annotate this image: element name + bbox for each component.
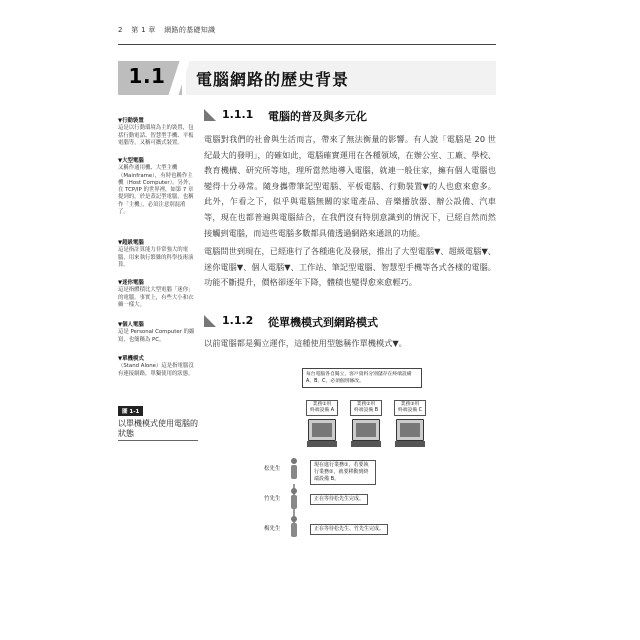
terminal-label: 業務①用 終端設備 A (306, 400, 338, 416)
terminal-b (350, 400, 382, 447)
figure-caption (118, 398, 198, 441)
side-note-pc (118, 322, 196, 344)
subsection-title: 電腦的普及與多元化 (268, 110, 367, 123)
computer-base-icon (395, 441, 425, 447)
side-note-text: 這是 Personal Computer 的縮寫，也簡稱為 PC。 (118, 329, 195, 343)
side-note-minicomputer (118, 280, 196, 309)
subsection-heading-1 (204, 108, 496, 124)
subsection-title: 從單機模式到網路模式 (268, 316, 378, 329)
person-icon (290, 458, 298, 479)
side-note-label: ▼大型電腦 (118, 158, 144, 164)
side-note-label: ▼行動裝置 (118, 118, 144, 124)
subsection-number: 1.1.2 (222, 314, 254, 327)
side-note-mobile (118, 118, 196, 147)
side-note-text: 這是以行動環境為主的裝置，包括行動電話、智慧型手機、平板電腦等，又稱可攜式裝置。 (118, 125, 194, 146)
chapter-label: 第 1 章 (131, 26, 156, 34)
body-paragraph-1: 電腦對我們的社會與生活而言，帶來了無法衡量的影響。有人說「電腦是 20 世紀最大的發明」，的確如此，電腦確實運用在各種領域，在辦公室、工廠、學校、教育機構、研究所等地，理所當然地導入電腦，就連一般住家，擁有個人電腦也變得十分尋常。隨身攜帶筆記型電腦、平板電腦、行動裝置▼的人也愈來愈多。此外，乍看之下，似乎與電腦無關的家電產品、音樂播放器、辦公設備、汽車等，現在也都普遍與電腦結合，在我們沒有特別意識到的情況下，已經自然而然接觸到電腦，而這些電腦多數都具備透過網路來通訊的功能。 (204, 134, 496, 238)
caption-rule (118, 440, 198, 441)
monitor-icon (396, 419, 424, 441)
figure-note: 每台電腦各自獨立，客戶資料分別儲存在終端設備 A、B、C，必須個別修改。 (302, 368, 422, 388)
side-note-label: ▼迷你電腦 (118, 280, 144, 286)
terminal-c (394, 400, 426, 447)
section-number: 1.1 (128, 64, 166, 88)
subsection-heading-2 (204, 314, 496, 330)
person-message: 現在進行業務①，若要執行業務②，就要移動到終端設備 B。 (310, 460, 376, 485)
body-paragraph-3: 以前電腦都是獨立運作，這種使用型態稱作單機模式▼。 (204, 338, 407, 348)
standalone-diagram (262, 360, 462, 540)
subsection-number: 1.1.1 (222, 108, 254, 121)
computer-base-icon (351, 441, 381, 447)
side-note-supercomputer (118, 240, 196, 269)
heading-marker-icon (204, 315, 216, 327)
person-name: 梅先生 (264, 526, 281, 532)
terminal-a (306, 400, 338, 447)
side-note-label: ▼個人電腦 (118, 322, 144, 328)
person-message: 正在等待松先生、竹先生完成。 (310, 524, 388, 535)
side-note-label: ▼單機模式 (118, 356, 144, 362)
heading-marker-icon (204, 109, 216, 121)
side-note-standalone (118, 356, 196, 378)
figure-number-badge: 圖 1-1 (118, 406, 143, 416)
figure-caption-text: 以單機模式使用電腦的狀態 (118, 419, 198, 438)
person-icon (290, 488, 298, 509)
person-name: 松先生 (264, 466, 281, 472)
terminal-label: 業務②用 終端設備 B (350, 400, 382, 416)
monitor-icon (352, 419, 380, 441)
section-title: 電腦網路的歷史背景 (196, 70, 350, 89)
side-note-text: 這是指計算能力非常強大的電腦，用來執行繁雜的科學技術演算。 (118, 247, 194, 268)
side-note-text: 又稱作通用機、大型主機（Mainframe），有時也稱作主機（Host Computer）。另外，在 TCP/IP 的世界裡，如第 7 章提到的，於是蓋記型電腦，也稱作「主機」，必須注意別混淆了。 (118, 165, 194, 216)
computer-base-icon (307, 441, 337, 447)
person-name: 竹先生 (264, 496, 281, 502)
person-icon (290, 516, 298, 537)
side-note-text: 這是指體積比大型電腦「迷你」的電腦。事實上，有些大小和衣櫥一樣大。 (118, 287, 194, 308)
monitor-icon (308, 419, 336, 441)
section-heading (118, 61, 496, 95)
chapter-title: 網路的基礎知識 (164, 26, 216, 34)
header-rule (118, 44, 496, 45)
person-message: 正在等待松先生完成。 (310, 494, 368, 505)
side-note-mainframe (118, 158, 196, 216)
running-header (118, 25, 221, 35)
side-note-text: （Stand Alone）這是指電腦沒有連接網路，單獨使用的狀態。 (118, 363, 194, 377)
page-number: 2 (118, 26, 123, 34)
terminal-label: 業務③用 終端設備 C (394, 400, 426, 416)
body-paragraph-2: 電腦問世到現在，已經進行了各種進化及發展，推出了大型電腦▼、超級電腦▼、迷你電腦▼、個人電腦▼、工作站、筆記型電腦、智慧型手機等各式各樣的電腦。功能不斷提升，價格卻逐年下降，體積也變得愈來愈輕巧。 (204, 246, 496, 288)
side-note-label: ▼超級電腦 (118, 240, 144, 246)
